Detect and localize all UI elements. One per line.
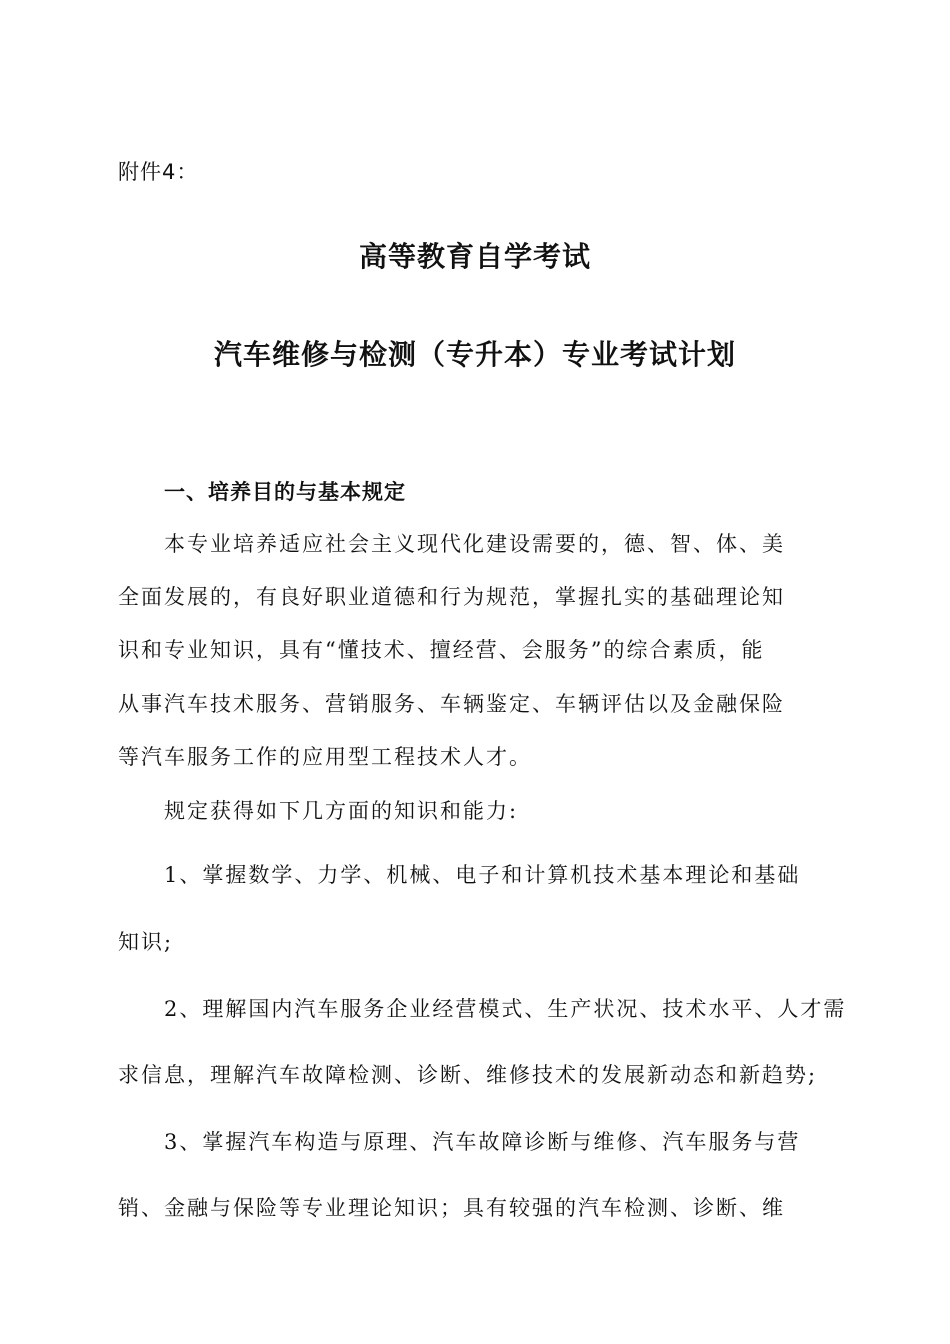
body-text-line: 本专业培养适应社会主义现代化建设需要的，德、智、体、美 [164,532,785,556]
list-item-1-line2: 知识; [118,930,174,954]
document-title-line2: 汽车维修与检测（专升本）专业考试计划 [213,338,736,371]
document-title-line1: 高等教育自学考试 [358,240,591,273]
list-item-2-line1: 2、理解国内汽车服务企业经营模式、生产状况、技术水平、人才需 [164,997,847,1021]
list-item-3-line2: 销、金融与保险等专业理论知识；具有较强的汽车检测、诊断、维 [118,1196,785,1220]
body-text-line: 全面发展的，有良好职业道德和行为规范，掌握扎实的基础理论知 [118,585,785,609]
body-text-line: 等汽车服务工作的应用型工程技术人才。 [118,745,532,769]
list-item-1-line1: 1、掌握数学、力学、机械、电子和计算机技术基本理论和基础 [164,863,801,887]
body-text-line: 识和专业知识，具有“懂技术、擅经营、会服务”的综合素质，能 [118,638,765,662]
body-text-line: 从事汽车技术服务、营销服务、车辆鉴定、车辆评估以及金融保险 [118,692,785,716]
list-item-2-line2: 求信息，理解汽车故障检测、诊断、维修技术的发展新动态和新趋势; [118,1063,818,1087]
attachment-label: 附件4： [118,160,199,184]
list-item-3-line1: 3、掌握汽车构造与原理、汽车故障诊断与维修、汽车服务与营 [164,1130,801,1154]
body-text-line: 规定获得如下几方面的知识和能力: [164,799,519,823]
section1-heading: 一、培养目的与基本规定 [164,480,406,504]
